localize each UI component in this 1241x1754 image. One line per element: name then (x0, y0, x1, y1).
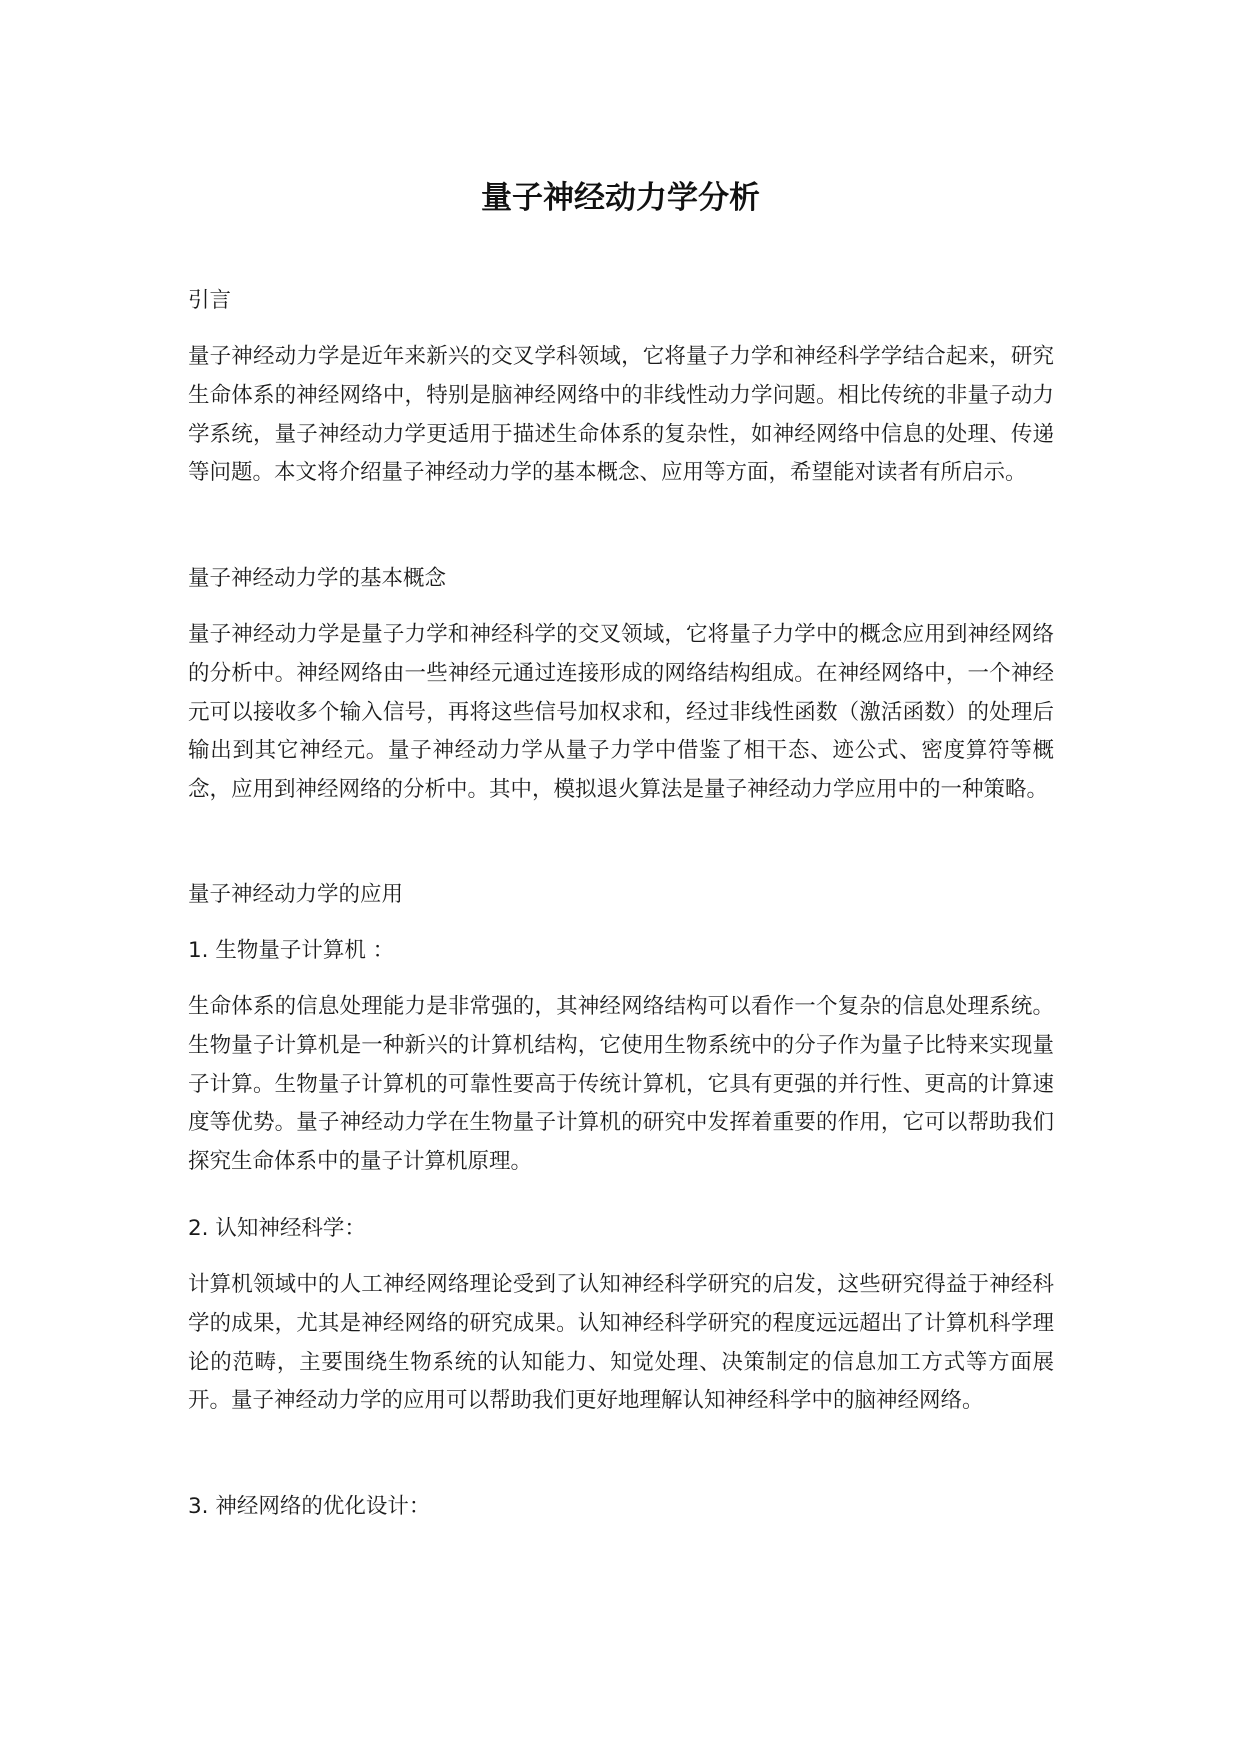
item3-heading: 3. 神经网络的优化设计： (188, 1494, 431, 1519)
document-title: 量子神经动力学分析 (481, 180, 760, 216)
application-heading: 量子神经动力学的应用 (188, 882, 404, 907)
intro-heading: 引言 (188, 288, 232, 313)
item1-heading: 1. 生物量子计算机 ： (188, 938, 395, 963)
item2-paragraph: 计算机领域中的人工神经网络理论受到了认知神经科学研究的启发，这些研究得益于神经科学的成果，尤其是神经网络的研究成果。认知神经科学研究的程度远远超出了计算机科学理论的范畴，主要围绕生物系统的认知能力、知觉处理、决策制定的信息加工方式等方面展开。量子神经动力学的应用可以帮助我们更好地理解认知神经科学中的脑神经网络。 (188, 1272, 1054, 1414)
item2-heading: 2. 认知神经科学： (188, 1216, 366, 1241)
concept-paragraph: 量子神经动力学是量子力学和神经科学的交叉领域，它将量子力学中的概念应用到神经网络的分析中。神经网络由一些神经元通过连接形成的网络结构组成。在神经网络中，一个神经元可以接收多个输入信号，再将这些信号加权求和，经过非线性函数（激活函数）的处理后输出到其它神经元。量子神经动力学从量子力学中借鉴了相干态、迹公式、密度算符等概念，应用到神经网络的分析中。其中，模拟退火算法是量子神经动力学应用中的一种策略。 (188, 622, 1054, 803)
concept-heading: 量子神经动力学的基本概念 (188, 566, 447, 591)
item1-paragraph: 生命体系的信息处理能力是非常强的，其神经网络结构可以看作一个复杂的信息处理系统。生物量子计算机是一种新兴的计算机结构，它使用生物系统中的分子作为量子比特来实现量子计算。生物量子计算机的可靠性要高于传统计算机，它具有更强的并行性、更高的计算速度等优势。量子神经动力学在生物量子计算机的研究中发挥着重要的作用，它可以帮助我们探究生命体系中的量子计算机原理。 (188, 994, 1054, 1175)
intro-paragraph: 量子神经动力学是近年来新兴的交叉学科领域，它将量子力学和神经科学学结合起来，研究生命体系的神经网络中，特别是脑神经网络中的非线性动力学问题。相比传统的非量子动力学系统，量子神经动力学更适用于描述生命体系的复杂性，如神经网络中信息的处理、传递等问题。本文将介绍量子神经动力学的基本概念、应用等方面，希望能对读者有所启示。 (188, 344, 1054, 486)
